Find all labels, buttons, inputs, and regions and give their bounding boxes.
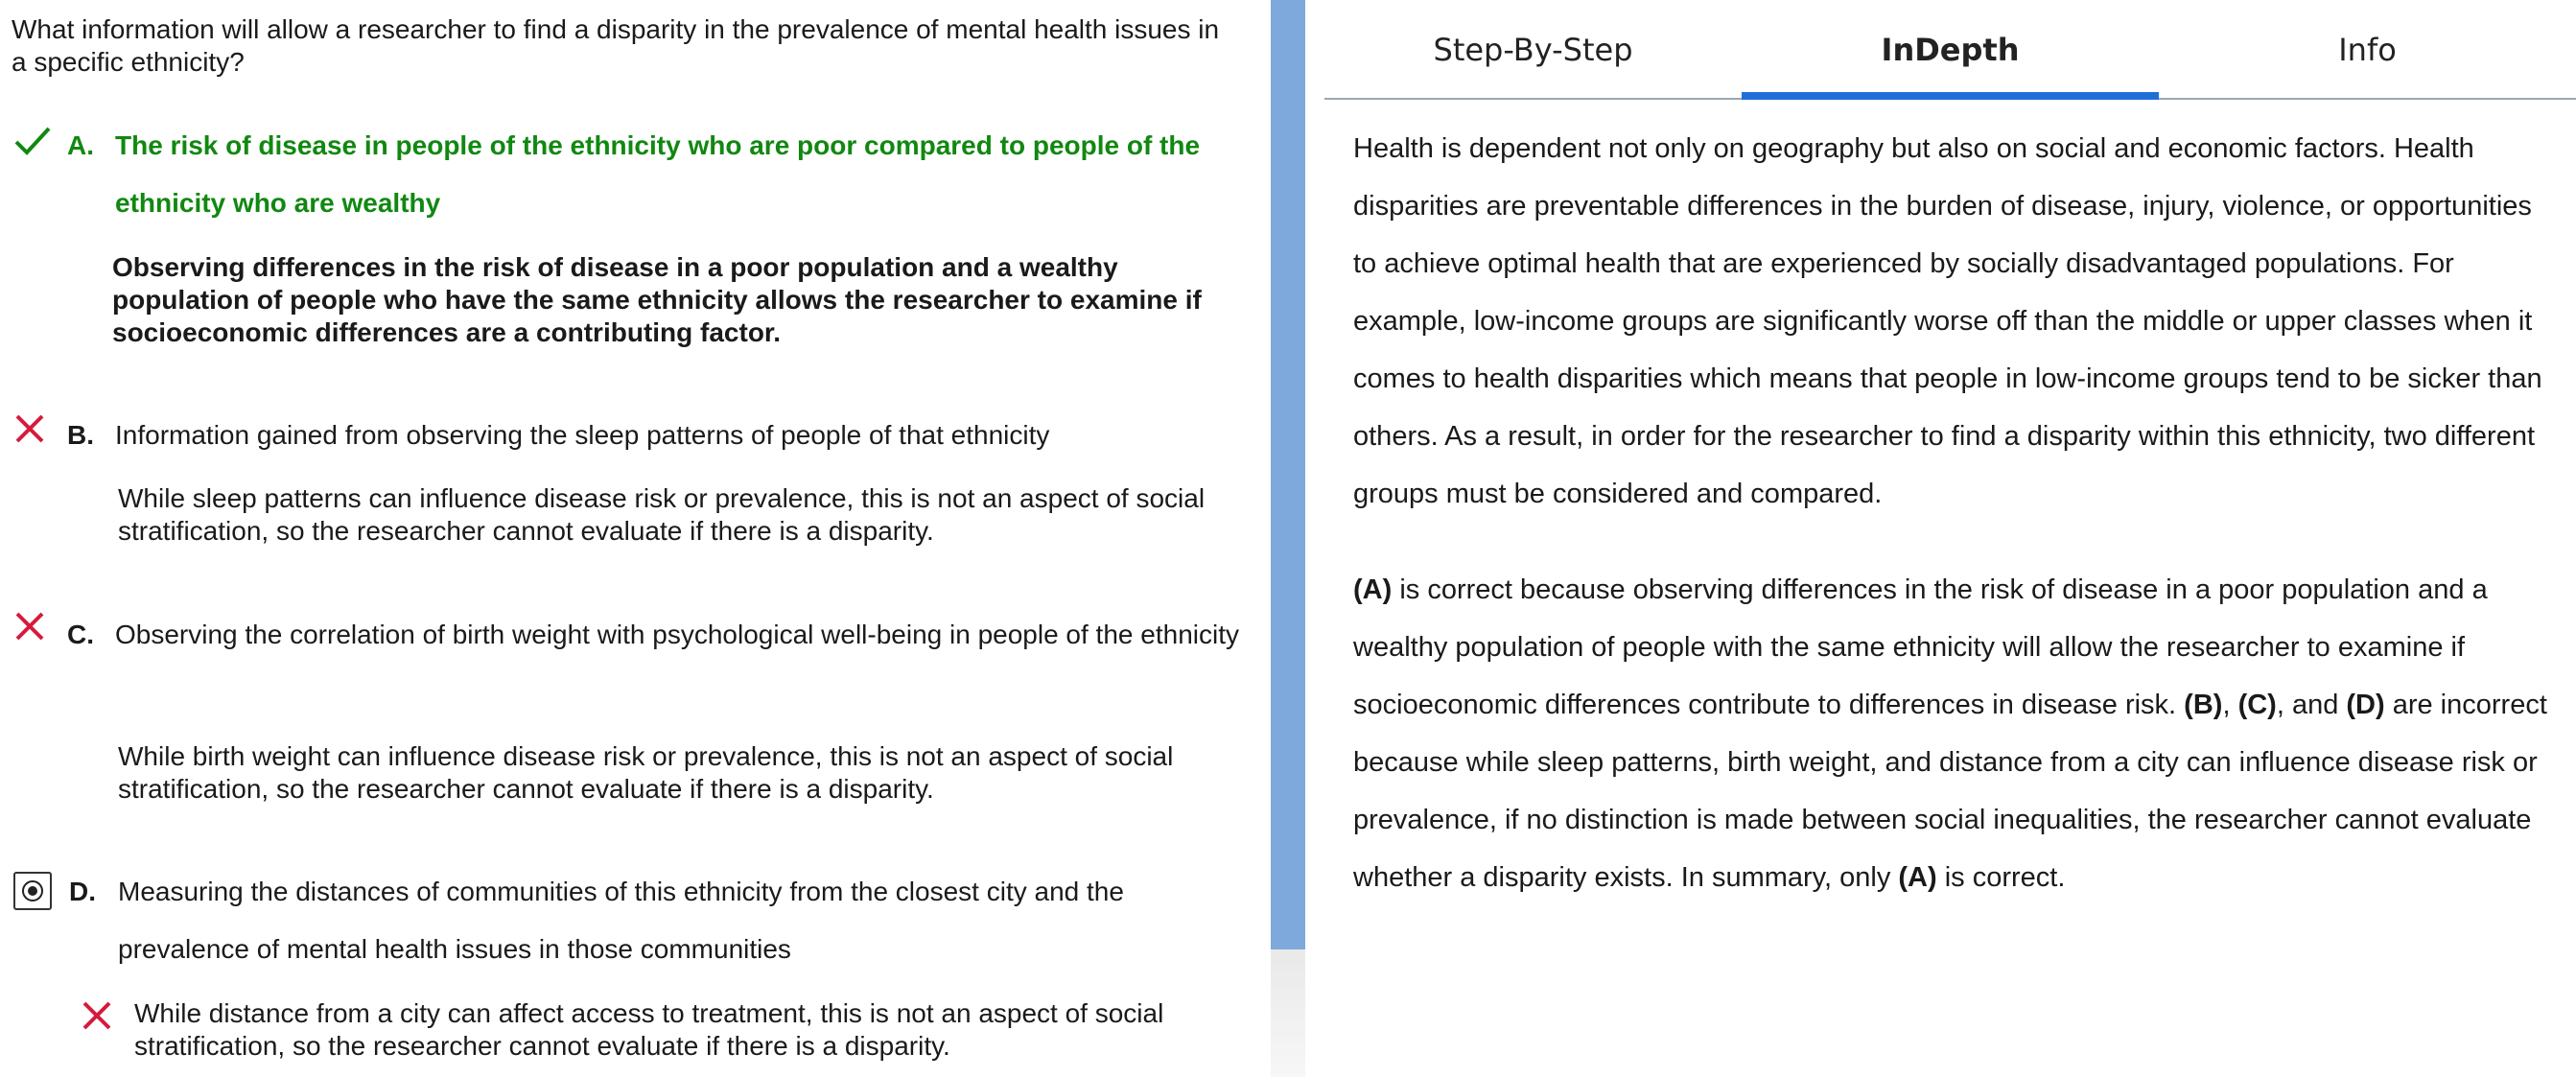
x-icon xyxy=(13,610,46,643)
option-c-explanation: While birth weight can influence disease risk or prevalence, this is not an aspect of social stratification, so the researcher cannot evaluate if there is a disparity. xyxy=(118,741,1174,804)
option-b-text: Information gained from observing the sleep patterns of people of that ethnicity xyxy=(115,420,1050,450)
tab-indepth[interactable]: InDepth xyxy=(1742,0,2159,98)
indepth-content xyxy=(1353,120,2562,906)
option-a-letter: A. xyxy=(67,130,94,160)
question-text: What information will allow a researcher to find a disparity in the prevalence of mental health issues in a specific ethnicity? xyxy=(12,14,1220,77)
option-a-explanation: Observing differences in the risk of disease in a poor population and a wealthy population of people who have the same ethnicity allows the researcher to examine if socioeconomic differences are a contributing factor. xyxy=(112,252,1202,347)
option-d-text: Measuring the distances of communities of this ethnicity from the closest city and the prevalence of mental health issues in those communities xyxy=(118,877,1124,964)
solution-tabs xyxy=(1324,0,2576,100)
tab-info[interactable]: Info xyxy=(2338,32,2397,68)
option-b-letter: B. xyxy=(67,420,94,450)
indepth-paragraph-2: (A) is correct because observing differences in the risk of disease in a poor population and a wealthy population of people with the same ethnicity will allow the researcher to examine if socioeconomic differences contribute to differences in disease risk. (B), (C), and (D) are incorrect because while sleep patterns, birth weight, and distance from a city can influence disease risk or prevalence, if no distinction is made between social inequalities, the researcher cannot evaluate whether a disparity exists. In summary, only (A) is correct. xyxy=(1353,574,2547,893)
option-b-explanation: While sleep patterns can influence disease risk or prevalence, this is not an aspect of social stratification, so the researcher cannot evaluate if there is a disparity. xyxy=(118,483,1206,546)
check-icon xyxy=(13,125,46,157)
option-c-letter: C. xyxy=(67,620,94,649)
panel-scrollbar-track xyxy=(1271,949,1305,1077)
indepth-paragraph-1: Health is dependent not only on geography but also on social and economic factors. Health disparities are preventable differences in the burden of disease, injury, violence, or opportunities to achieve optimal health that are experienced by socially disadvantaged populations. For example, low-income groups are significantly worse off than the middle or upper classes when it comes to health disparities which means that people in low-income groups tend to be sicker than others. As a result, in order for the researcher to find a disparity within this ethnicity, two different groups must be considered and compared. xyxy=(1353,133,2542,509)
option-d-letter: D. xyxy=(69,877,96,906)
panel-scrollbar[interactable] xyxy=(1271,0,1305,1077)
solution-panel xyxy=(1305,0,2576,1077)
tab-step-by-step[interactable]: Step-By-Step xyxy=(1433,32,1633,68)
x-icon xyxy=(81,999,113,1032)
option-d-explanation: While distance from a city can affect access to treatment, this is not an aspect of social stratification, so the researcher cannot evaluate if there is a disparity. xyxy=(134,998,1164,1061)
radio-selected-icon[interactable] xyxy=(13,872,52,910)
x-icon xyxy=(13,412,46,445)
question-panel xyxy=(0,0,1271,1077)
option-a-text: The risk of disease in people of the ethnicity who are poor compared to people of the ethnicity who are wealthy xyxy=(115,130,1201,218)
option-c-text: Observing the correlation of birth weight with psychological well-being in people of the ethnicity xyxy=(115,620,1239,649)
